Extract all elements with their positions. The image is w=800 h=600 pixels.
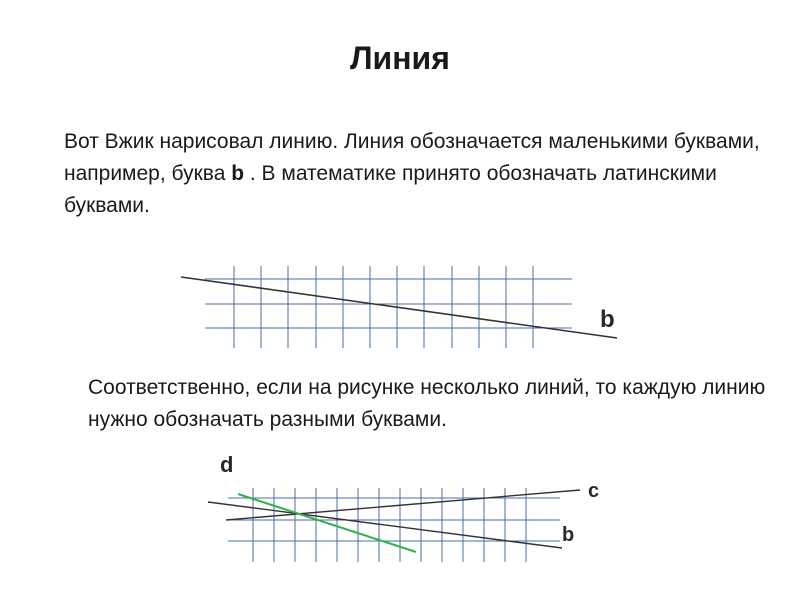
- intro-text-after: . В математике принято обозначать латинскими буквами.: [64, 162, 717, 217]
- label-b-figure-one: b: [600, 306, 615, 333]
- page-title: Линия: [350, 40, 450, 76]
- label-c: c: [588, 480, 600, 502]
- intro-letter: b: [231, 162, 245, 185]
- intro-text-before: Вот Вжик нарисовал линию. Линия обозначается маленькими буквами, например, буква: [64, 130, 760, 185]
- figure-two-grid: [228, 488, 560, 562]
- line-d: [238, 494, 416, 552]
- label-b-figure-two: b: [562, 524, 575, 546]
- label-d: d: [220, 452, 234, 477]
- line-c: [226, 490, 580, 520]
- line-b-figure-one: [181, 277, 617, 338]
- figure-one-grid: [205, 266, 572, 348]
- second-paragraph: Соответственно, если на рисунке несколько линий, то каждую линию нужно обозначать разными буквами.: [88, 376, 766, 431]
